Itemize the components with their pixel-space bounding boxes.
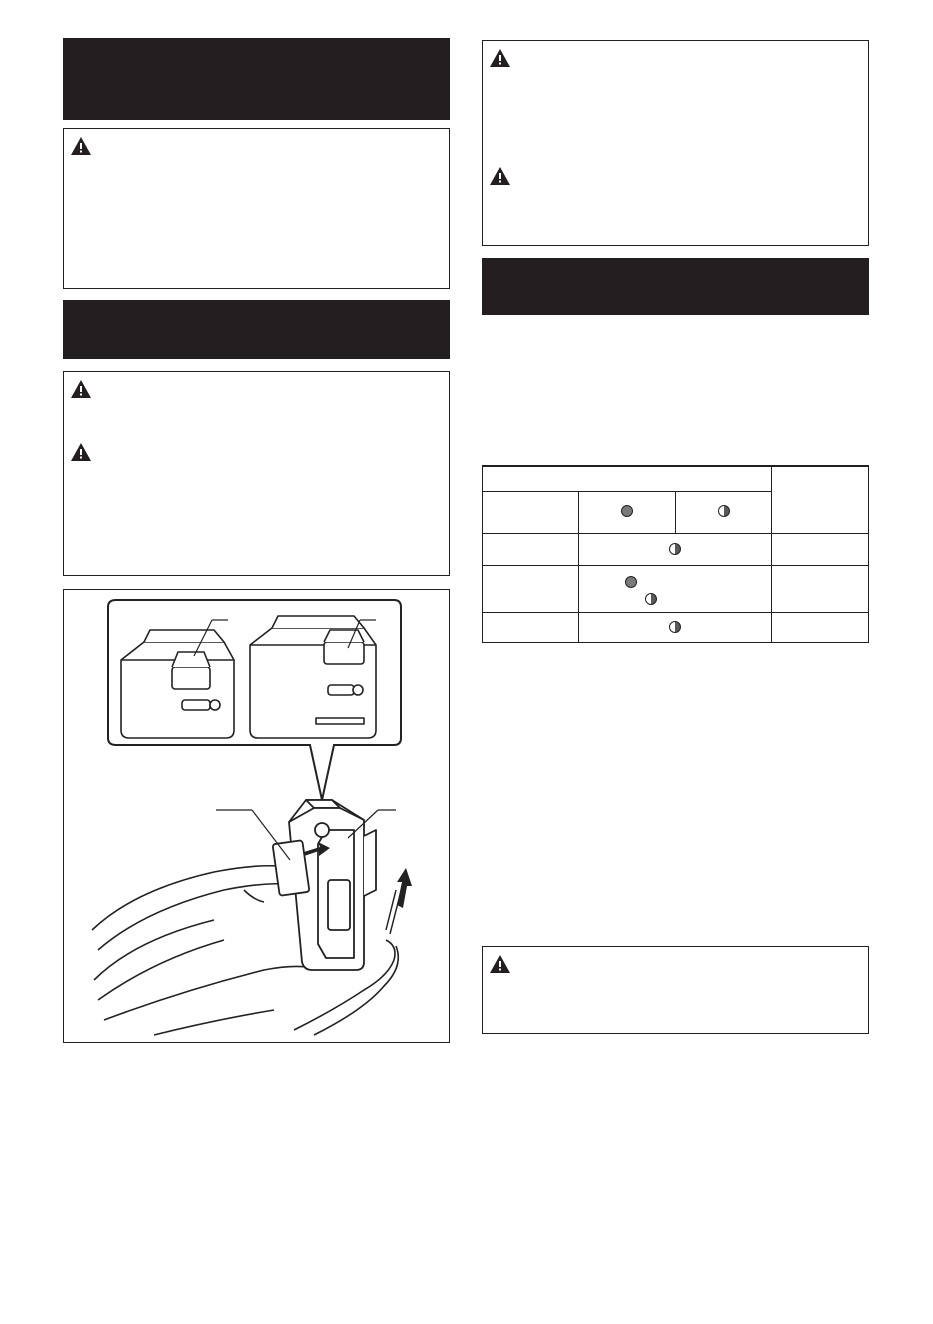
- section-heading-bar: [63, 300, 450, 359]
- warning-triangle-icon: [70, 442, 92, 462]
- table-cell: [483, 533, 579, 565]
- warning-triangle-icon: [489, 48, 511, 68]
- section-heading-bar: [482, 258, 869, 315]
- lamp-on-icon: [625, 576, 637, 588]
- battery-installation-figure: [63, 589, 450, 1043]
- table-row: [483, 612, 869, 642]
- table-row: [483, 533, 869, 565]
- table-subheader-cell: [483, 491, 579, 533]
- table-cell: [772, 612, 869, 642]
- lamp-blinking-icon: [669, 543, 681, 555]
- warning-box: [482, 40, 869, 246]
- table-subheader-cell: [676, 491, 772, 533]
- table-cell: [483, 565, 579, 612]
- warning-triangle-icon: [489, 166, 511, 186]
- table-subheader-cell: [578, 491, 676, 533]
- table-header-cell: [483, 466, 772, 491]
- lamp-blinking-icon: [645, 593, 657, 605]
- battery-installation-illustration: [64, 590, 448, 1041]
- table-row: [483, 565, 869, 612]
- warning-triangle-icon: [489, 954, 511, 974]
- lamp-blinking-icon: [669, 621, 681, 633]
- warning-box: [63, 128, 450, 289]
- warning-triangle-icon: [70, 136, 92, 156]
- indicator-table: [482, 465, 869, 643]
- table-header-cell: [772, 466, 869, 533]
- table-cell: [772, 565, 869, 612]
- table-cell: [772, 533, 869, 565]
- lamp-on-icon: [621, 505, 633, 517]
- table-cell: [578, 533, 772, 565]
- section-heading-bar: [63, 38, 450, 120]
- warning-triangle-icon: [70, 379, 92, 399]
- table-cell: [578, 612, 772, 642]
- table-cell: [578, 565, 772, 612]
- table-cell: [483, 612, 579, 642]
- lamp-blinking-icon: [718, 505, 730, 517]
- warning-box: [482, 946, 869, 1034]
- warning-box: [63, 371, 450, 576]
